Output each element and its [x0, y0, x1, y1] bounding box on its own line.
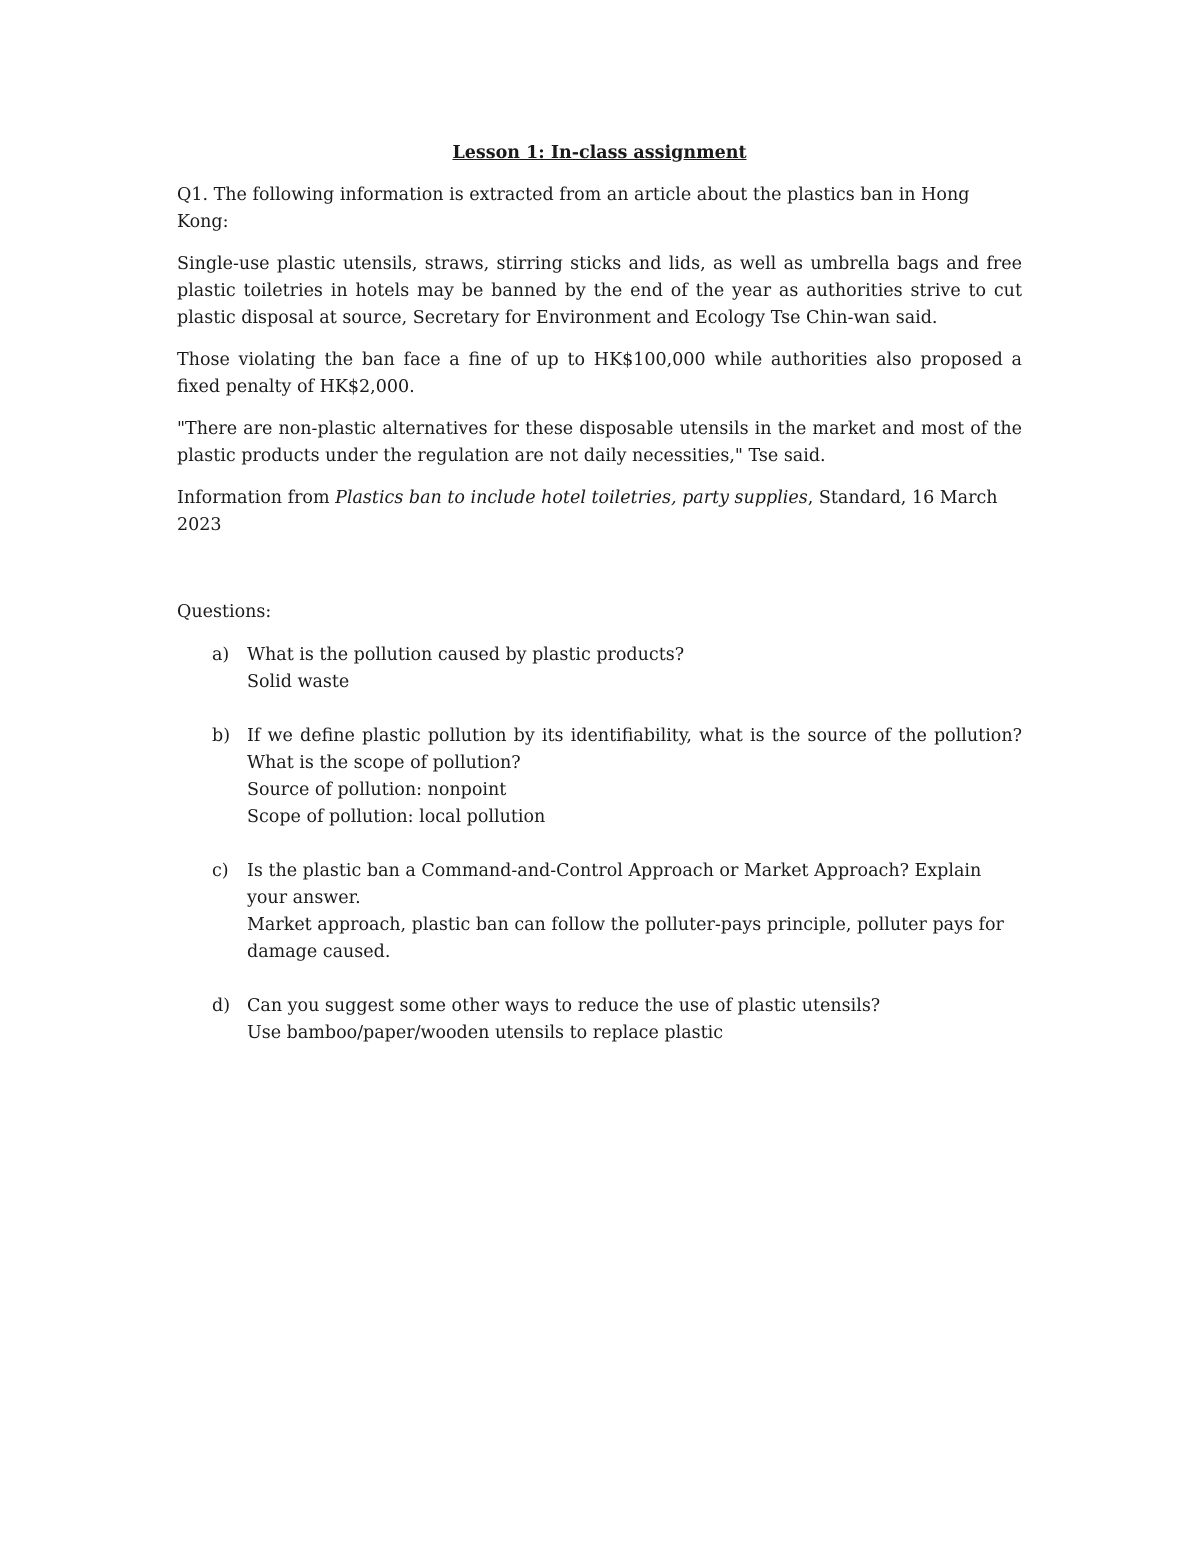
question-item	[177, 993, 1022, 1047]
question-letter: c)	[212, 861, 229, 881]
answer-text: Source of pollution: nonpoint	[247, 780, 507, 800]
question-item	[177, 858, 1022, 966]
document-body	[177, 140, 1022, 1074]
question-text: If we define plastic pollution by its identifiability, what is the source of the pollution? What is the scope of pollution?	[247, 726, 1022, 773]
citation-prefix: Information from	[177, 488, 336, 508]
answer-text: Market approach, plastic ban can follow the polluter-pays principle, polluter pays for damage caused.	[247, 915, 1004, 962]
citation	[177, 485, 1022, 539]
citation-suffix: , Standard, 16 March 2023	[177, 488, 998, 535]
question-text: Can you suggest some other ways to reduce the use of plastic utensils?	[247, 996, 881, 1016]
answer-text: Scope of pollution: local pollution	[247, 807, 546, 827]
answer-text: Use bamboo/paper/wooden utensils to replace plastic	[247, 1023, 724, 1043]
question-list	[177, 642, 1022, 1047]
question-text: What is the pollution caused by plastic products?	[247, 645, 685, 665]
question-item	[177, 723, 1022, 831]
article-paragraph: Those violating the ban face a fine of up to HK$100,000 while authorities also proposed a fixed penalty of HK$2,000.	[177, 350, 1022, 397]
citation-article-title: Plastics ban to include hotel toiletries, party supplies	[335, 488, 808, 508]
question-letter: d)	[212, 996, 231, 1016]
article-paragraph: Single-use plastic utensils, straws, stirring sticks and lids, as well as umbrella bags and free plastic toiletries in hotels may be banned by the end of the year as authorities strive to cut plastic disposal at source, Secretary for Environment and Ecology Tse Chin-wan said.	[177, 254, 1022, 328]
answer-text: Solid waste	[247, 672, 350, 692]
article-paragraph: "There are non-plastic alternatives for these disposable utensils in the market and most of the plastic products under the regulation are not daily necessities," Tse said.	[177, 419, 1022, 466]
page-title: Lesson 1: In-class assignment	[452, 143, 747, 163]
question-letter: b)	[212, 726, 231, 746]
intro-text: Q1. The following information is extracted from an article about the plastics ban in Hong Kong:	[177, 185, 970, 232]
question-item	[177, 642, 1022, 696]
question-text: Is the plastic ban a Command-and-Control Approach or Market Approach? Explain your answer.	[247, 861, 982, 908]
questions-heading: Questions:	[177, 602, 272, 622]
question-letter: a)	[212, 645, 230, 665]
